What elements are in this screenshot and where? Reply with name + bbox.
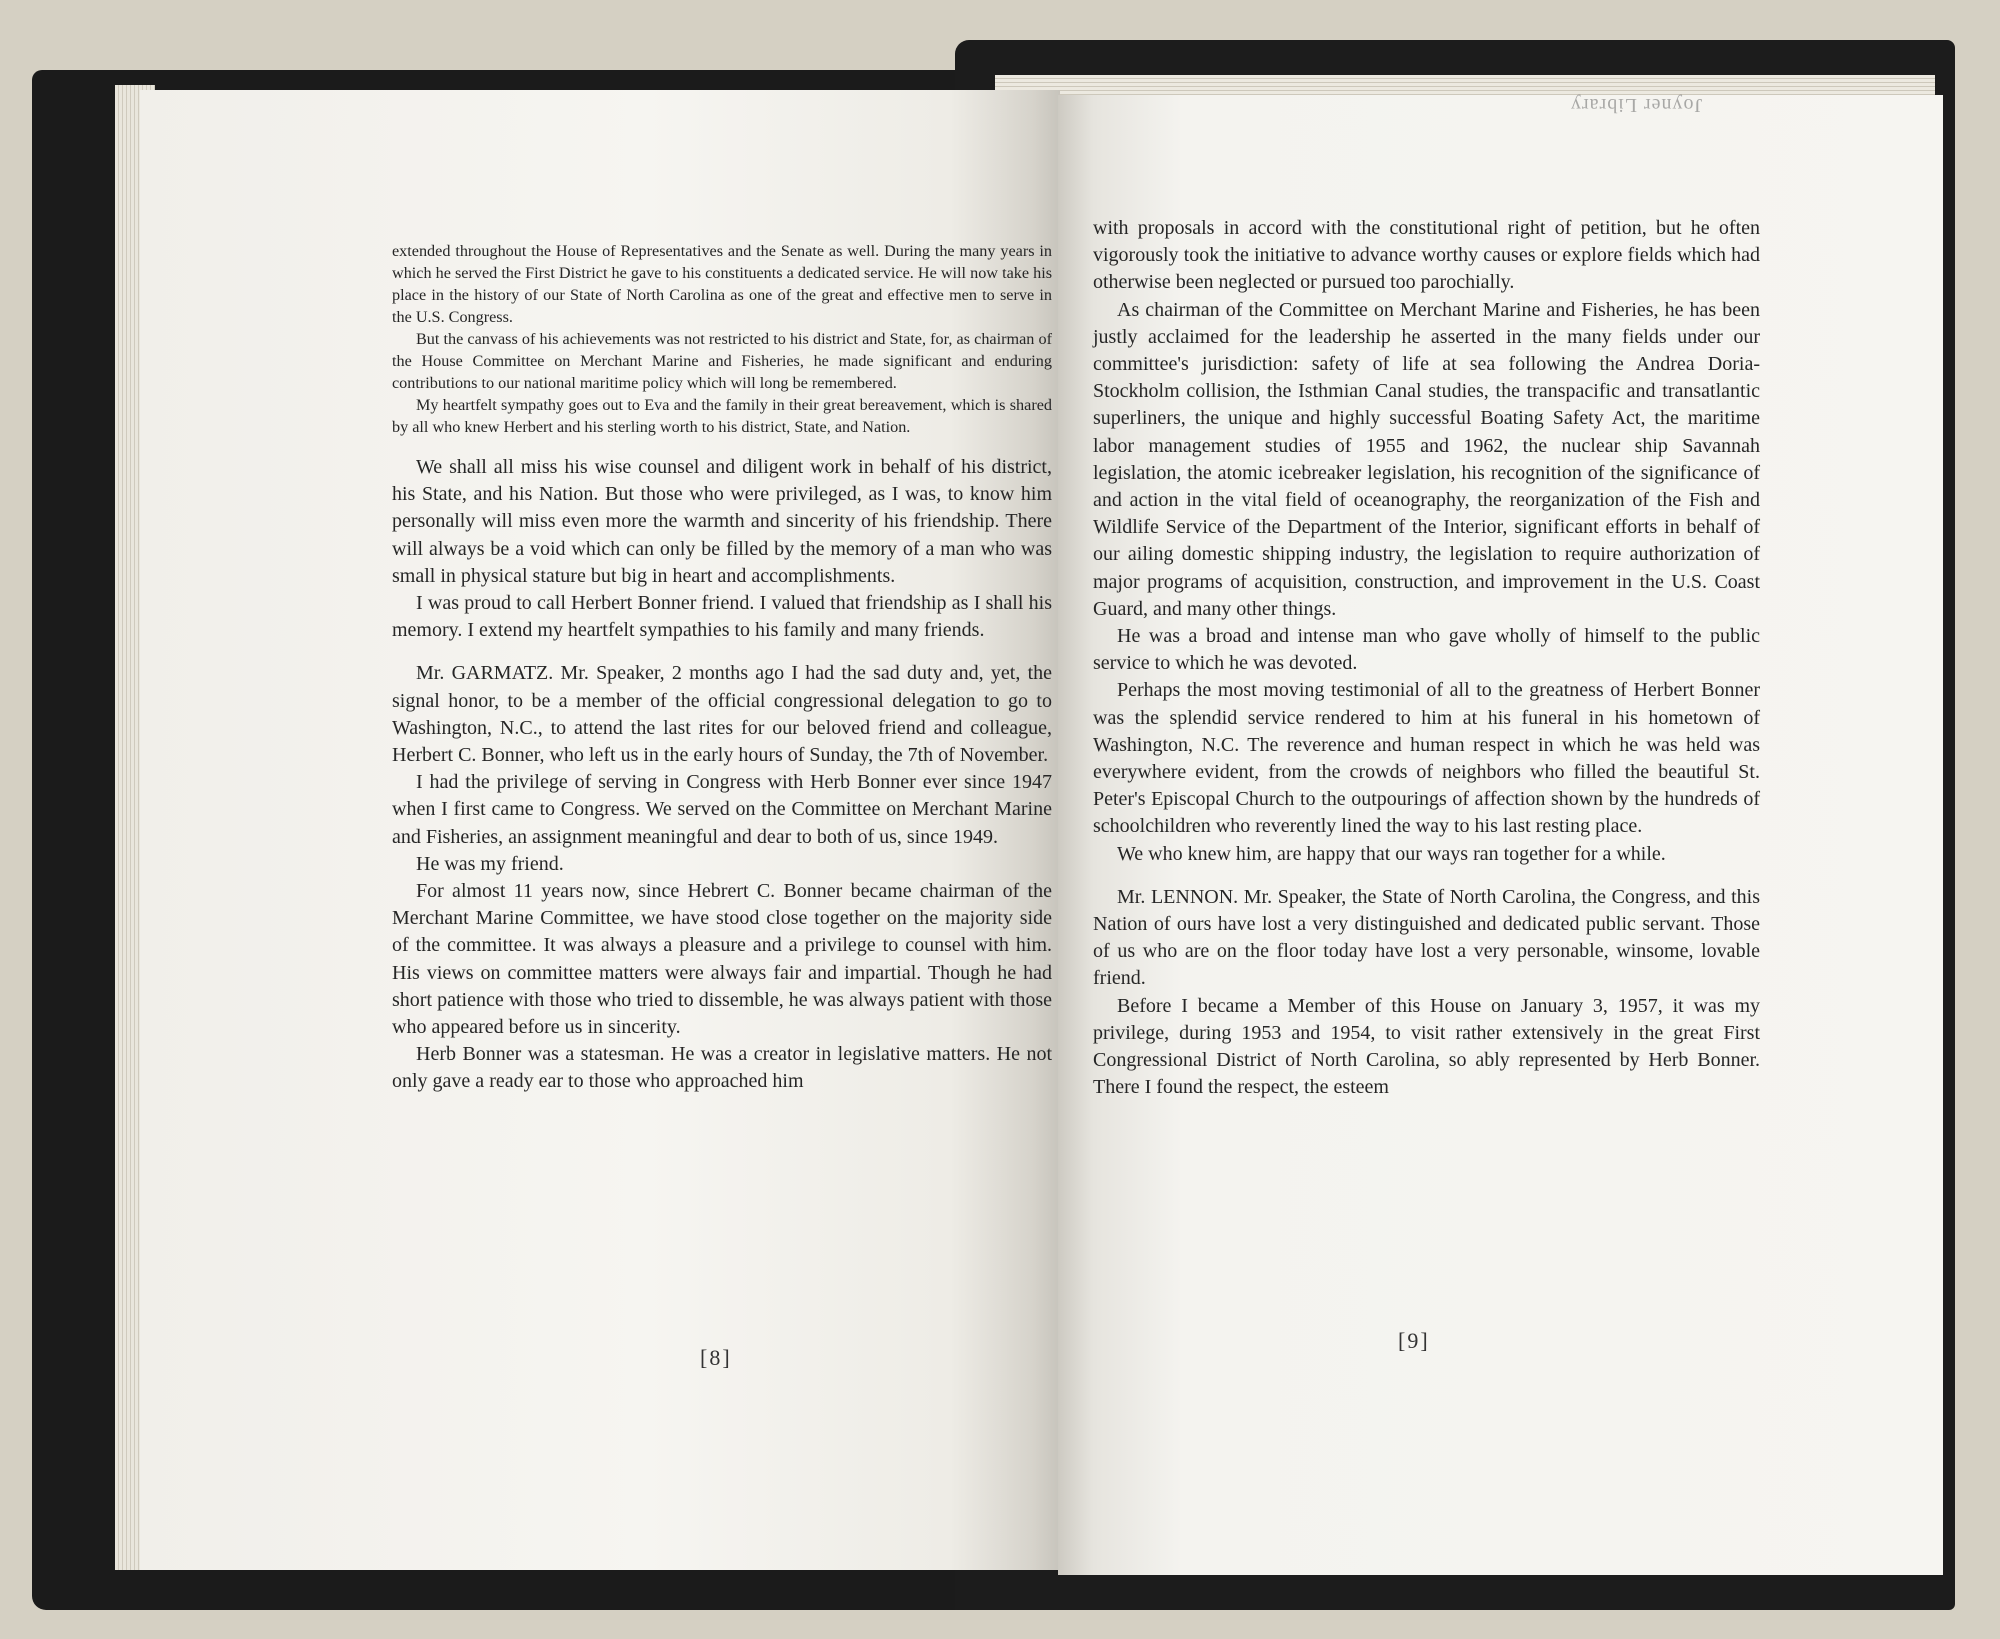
paragraph: Herb Bonner was a statesman. He was a creator in legislative matters. He not only gave a ready ear to those who approached him <box>392 1043 1052 1093</box>
small-paragraph: My heartfelt sympathy goes out to Eva and the family in their great bereavement, which is shared by all who knew Herbert and his sterling worth to his district, State, and Nation. <box>392 396 1052 436</box>
paragraph: with proposals in accord with the constitutional right of petition, but he often vigorously took the initiative to advance worthy causes or explore fields which had otherwise been neglected or pursued too parochially. <box>1093 217 1760 294</box>
paragraph: Mr. LENNON. Mr. Speaker, the State of North Carolina, the Congress, and this Nation of ours have lost a very distinguished and dedicated public servant. Those of us who are on the floor today have lost a very personable, winsome, lovable friend. <box>1093 885 1760 990</box>
paragraph: Perhaps the most moving testimonial of all to the greatness of Herbert Bonner was the splendid service rendered to him at his funeral in his hometown of Washington, N.C. The reverence and human respect in which he was held was everywhere evident, from the crowds of neighbors who filled the beautiful St. Peter's Episcopal Church to the outpourings of affection shown by the hundreds of schoolchildren who reverently lined the way to his last resting place. <box>1093 679 1760 838</box>
right-page-text <box>1093 215 1760 1102</box>
paragraph: I was proud to call Herbert Bonner friend. I valued that friendship as I shall his memory. I extend my heartfelt sympathies to his family and many friends. <box>392 592 1052 642</box>
left-page-text <box>392 240 1052 1096</box>
paragraph: For almost 11 years now, since Hebrert C. Bonner became chairman of the Merchant Marine Committee, we have stood close together on the majority side of the committee. It was always a pleasure and a privilege to counsel with him. His views on committee matters were always fair and impartial. Though he had short patience with those who tried to dissemble, he was always patient with those who appeared before us in sincerity. <box>392 880 1052 1039</box>
paragraph: As chairman of the Committee on Merchant Marine and Fisheries, he has been justly acclaimed for the leadership he asserted in the many fields under our committee's jurisdiction: safety of life at sea following the Andrea Doria-Stockholm collision, the Isthmian Canal studies, the transpacific and transatlantic superliners, the unique and highly successful Boating Safety Act, the maritime labor management studies of 1955 and 1962, the nuclear ship Savannah legislation, the atomic icebreaker legislation, his recognition of the significance of and action in the vital field of oceanography, the reorganization of the Fish and Wildlife Service of the Department of the Interior, significant efforts in behalf of our ailing domestic shipping industry, the legislation to require authorization of major programs of acquisition, construction, and improvement in the U.S. Coast Guard, and many other things. <box>1093 298 1760 620</box>
small-paragraph: extended throughout the House of Representatives and the Senate as well. During the many years in which he served the First District he gave to his constituents a dedicated service. He will now take his place in the history of our State of North Carolina as one of the great and effective men to serve in the U.S. Congress. <box>392 242 1052 326</box>
bleed-through-stamp: Joyner Library <box>1570 94 1703 116</box>
page-block-top-edge <box>995 75 1935 95</box>
page-number-right: [9] <box>1398 1328 1430 1353</box>
paragraph: I had the privilege of serving in Congress with Herb Bonner ever since 1947 when I first came to Congress. We served on the Committee on Merchant Marine and Fisheries, an assignment meaningful and dear to both of us, since 1949. <box>392 771 1052 848</box>
paragraph: Mr. GARMATZ. Mr. Speaker, 2 months ago I had the sad duty and, yet, the signal honor, to be a member of the official congressional delegation to go to Washington, N.C., to attend the last rites for our beloved friend and colleague, Herbert C. Bonner, who left us in the early hours of Sunday, the 7th of November. <box>392 662 1052 767</box>
paragraph: We shall all miss his wise counsel and diligent work in behalf of his district, his State, and his Nation. But those who were privileged, as I was, to know him personally will miss even more the warmth and sincerity of his friendship. There will always be a void which can only be filled by the memory of a man who was small in physical stature but big in heart and accomplishments. <box>392 456 1052 587</box>
paragraph: He was a broad and intense man who gave wholly of himself to the public service to which he was devoted. <box>1093 625 1760 675</box>
paragraph: We who knew him, are happy that our ways ran together for a while. <box>1117 842 1666 865</box>
paragraph: Before I became a Member of this House on January 3, 1957, it was my privilege, during 1953 and 1954, to visit rather extensively in the great First Congressional District of North Carolina, so ably represented by Herb Bonner. There I found the respect, the esteem <box>1093 994 1760 1099</box>
paragraph: He was my friend. <box>416 852 564 875</box>
page-number-left: [8] <box>700 1345 732 1370</box>
small-paragraph: But the canvass of his achievements was not restricted to his district and State, for, as chairman of the House Committee on Merchant Marine and Fisheries, he made significant and enduring contributions to our national maritime policy which will long be remembered. <box>392 330 1052 392</box>
